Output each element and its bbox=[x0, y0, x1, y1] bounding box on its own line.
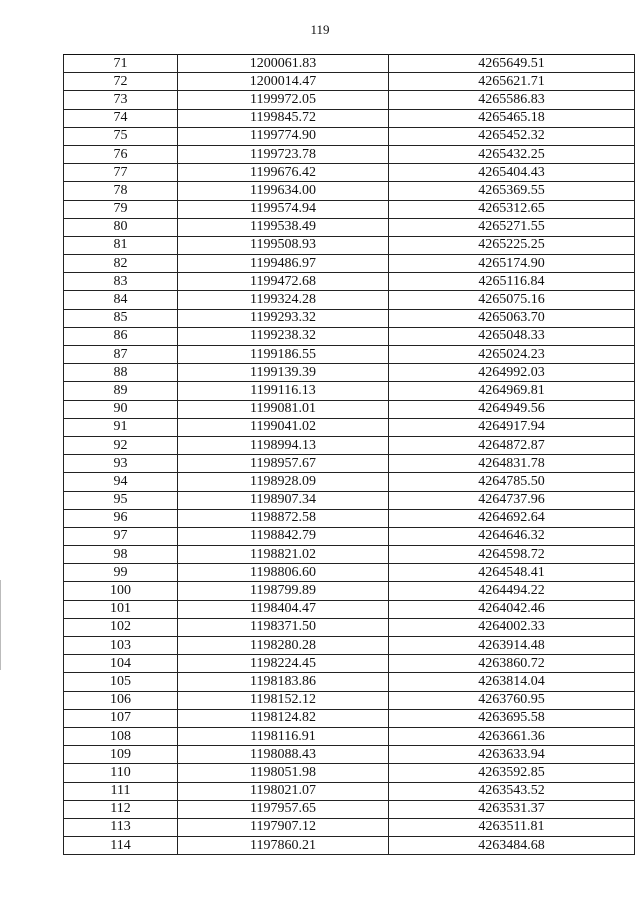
table-row bbox=[64, 637, 635, 655]
point-number-cell: 99 bbox=[64, 564, 178, 582]
point-number-cell: 102 bbox=[64, 618, 178, 636]
x-coordinate-cell: 1200014.47 bbox=[178, 73, 389, 91]
table-row bbox=[64, 800, 635, 818]
point-number-cell: 110 bbox=[64, 764, 178, 782]
point-number-cell: 113 bbox=[64, 818, 178, 836]
y-coordinate-cell: 4263633.94 bbox=[389, 746, 635, 764]
y-coordinate-cell: 4263860.72 bbox=[389, 655, 635, 673]
table-row bbox=[64, 746, 635, 764]
x-coordinate-cell: 1198280.28 bbox=[178, 637, 389, 655]
point-number-cell: 109 bbox=[64, 746, 178, 764]
x-coordinate-cell: 1199972.05 bbox=[178, 91, 389, 109]
y-coordinate-cell: 4263543.52 bbox=[389, 782, 635, 800]
y-coordinate-cell: 4265621.71 bbox=[389, 73, 635, 91]
y-coordinate-cell: 4263814.04 bbox=[389, 673, 635, 691]
y-coordinate-cell: 4264737.96 bbox=[389, 491, 635, 509]
y-coordinate-cell: 4265432.25 bbox=[389, 145, 635, 163]
x-coordinate-cell: 1199574.94 bbox=[178, 200, 389, 218]
x-coordinate-cell: 1199508.93 bbox=[178, 236, 389, 254]
x-coordinate-cell: 1199723.78 bbox=[178, 145, 389, 163]
x-coordinate-cell: 1199186.55 bbox=[178, 346, 389, 364]
point-number-cell: 114 bbox=[64, 837, 178, 855]
table-row bbox=[64, 109, 635, 127]
x-coordinate-cell: 1198152.12 bbox=[178, 691, 389, 709]
table-row bbox=[64, 164, 635, 182]
table-row bbox=[64, 491, 635, 509]
table-row bbox=[64, 382, 635, 400]
point-number-cell: 87 bbox=[64, 346, 178, 364]
y-coordinate-cell: 4264002.33 bbox=[389, 618, 635, 636]
point-number-cell: 101 bbox=[64, 600, 178, 618]
y-coordinate-cell: 4265116.84 bbox=[389, 273, 635, 291]
x-coordinate-cell: 1198021.07 bbox=[178, 782, 389, 800]
table-row bbox=[64, 527, 635, 545]
y-coordinate-cell: 4263760.95 bbox=[389, 691, 635, 709]
y-coordinate-cell: 4265404.43 bbox=[389, 164, 635, 182]
coordinates-table-body bbox=[64, 55, 635, 855]
table-row bbox=[64, 200, 635, 218]
y-coordinate-cell: 4263531.37 bbox=[389, 800, 635, 818]
point-number-cell: 94 bbox=[64, 473, 178, 491]
table-row bbox=[64, 564, 635, 582]
table-row bbox=[64, 346, 635, 364]
x-coordinate-cell: 1198994.13 bbox=[178, 436, 389, 454]
point-number-cell: 72 bbox=[64, 73, 178, 91]
y-coordinate-cell: 4265174.90 bbox=[389, 255, 635, 273]
table-row bbox=[64, 309, 635, 327]
point-number-cell: 83 bbox=[64, 273, 178, 291]
y-coordinate-cell: 4264917.94 bbox=[389, 418, 635, 436]
table-row bbox=[64, 127, 635, 145]
table-row bbox=[64, 764, 635, 782]
x-coordinate-cell: 1199081.01 bbox=[178, 400, 389, 418]
x-coordinate-cell: 1199324.28 bbox=[178, 291, 389, 309]
y-coordinate-cell: 4265024.23 bbox=[389, 346, 635, 364]
x-coordinate-cell: 1198799.89 bbox=[178, 582, 389, 600]
y-coordinate-cell: 4264831.78 bbox=[389, 455, 635, 473]
y-coordinate-cell: 4263484.68 bbox=[389, 837, 635, 855]
x-coordinate-cell: 1198821.02 bbox=[178, 546, 389, 564]
table-row bbox=[64, 673, 635, 691]
x-coordinate-cell: 1198907.34 bbox=[178, 491, 389, 509]
point-number-cell: 86 bbox=[64, 327, 178, 345]
table-row bbox=[64, 618, 635, 636]
point-number-cell: 76 bbox=[64, 145, 178, 163]
table-row bbox=[64, 255, 635, 273]
x-coordinate-cell: 1198957.67 bbox=[178, 455, 389, 473]
x-coordinate-cell: 1198183.86 bbox=[178, 673, 389, 691]
table-row bbox=[64, 291, 635, 309]
y-coordinate-cell: 4265465.18 bbox=[389, 109, 635, 127]
x-coordinate-cell: 1200061.83 bbox=[178, 55, 389, 73]
y-coordinate-cell: 4263914.48 bbox=[389, 637, 635, 655]
x-coordinate-cell: 1197860.21 bbox=[178, 837, 389, 855]
x-coordinate-cell: 1199774.90 bbox=[178, 127, 389, 145]
y-coordinate-cell: 4265586.83 bbox=[389, 91, 635, 109]
y-coordinate-cell: 4263661.36 bbox=[389, 727, 635, 745]
table-row bbox=[64, 818, 635, 836]
table-row bbox=[64, 655, 635, 673]
point-number-cell: 79 bbox=[64, 200, 178, 218]
point-number-cell: 95 bbox=[64, 491, 178, 509]
y-coordinate-cell: 4265452.32 bbox=[389, 127, 635, 145]
y-coordinate-cell: 4263511.81 bbox=[389, 818, 635, 836]
y-coordinate-cell: 4265312.65 bbox=[389, 200, 635, 218]
table-row bbox=[64, 73, 635, 91]
point-number-cell: 103 bbox=[64, 637, 178, 655]
table-row bbox=[64, 364, 635, 382]
table-row bbox=[64, 727, 635, 745]
coordinates-table bbox=[63, 54, 635, 855]
x-coordinate-cell: 1199676.42 bbox=[178, 164, 389, 182]
point-number-cell: 108 bbox=[64, 727, 178, 745]
table-row bbox=[64, 600, 635, 618]
table-row bbox=[64, 709, 635, 727]
x-coordinate-cell: 1198224.45 bbox=[178, 655, 389, 673]
point-number-cell: 106 bbox=[64, 691, 178, 709]
y-coordinate-cell: 4265369.55 bbox=[389, 182, 635, 200]
table-row bbox=[64, 236, 635, 254]
y-coordinate-cell: 4264969.81 bbox=[389, 382, 635, 400]
x-coordinate-cell: 1198116.91 bbox=[178, 727, 389, 745]
point-number-cell: 96 bbox=[64, 509, 178, 527]
y-coordinate-cell: 4264692.64 bbox=[389, 509, 635, 527]
x-coordinate-cell: 1199845.72 bbox=[178, 109, 389, 127]
x-coordinate-cell: 1199538.49 bbox=[178, 218, 389, 236]
page-number: 119 bbox=[310, 22, 330, 37]
point-number-cell: 80 bbox=[64, 218, 178, 236]
table-row bbox=[64, 546, 635, 564]
y-coordinate-cell: 4265048.33 bbox=[389, 327, 635, 345]
y-coordinate-cell: 4264785.50 bbox=[389, 473, 635, 491]
x-coordinate-cell: 1197957.65 bbox=[178, 800, 389, 818]
y-coordinate-cell: 4264494.22 bbox=[389, 582, 635, 600]
table-row bbox=[64, 273, 635, 291]
point-number-cell: 93 bbox=[64, 455, 178, 473]
table-row bbox=[64, 327, 635, 345]
x-coordinate-cell: 1198088.43 bbox=[178, 746, 389, 764]
x-coordinate-cell: 1199041.02 bbox=[178, 418, 389, 436]
table-row bbox=[64, 582, 635, 600]
point-number-cell: 82 bbox=[64, 255, 178, 273]
x-coordinate-cell: 1199486.97 bbox=[178, 255, 389, 273]
point-number-cell: 74 bbox=[64, 109, 178, 127]
y-coordinate-cell: 4264548.41 bbox=[389, 564, 635, 582]
point-number-cell: 107 bbox=[64, 709, 178, 727]
x-coordinate-cell: 1198928.09 bbox=[178, 473, 389, 491]
point-number-cell: 98 bbox=[64, 546, 178, 564]
table-row bbox=[64, 436, 635, 454]
point-number-cell: 92 bbox=[64, 436, 178, 454]
table-row bbox=[64, 455, 635, 473]
point-number-cell: 75 bbox=[64, 127, 178, 145]
y-coordinate-cell: 4264042.46 bbox=[389, 600, 635, 618]
y-coordinate-cell: 4265271.55 bbox=[389, 218, 635, 236]
y-coordinate-cell: 4264992.03 bbox=[389, 364, 635, 382]
x-coordinate-cell: 1199139.39 bbox=[178, 364, 389, 382]
x-coordinate-cell: 1199293.32 bbox=[178, 309, 389, 327]
point-number-cell: 73 bbox=[64, 91, 178, 109]
table-row bbox=[64, 400, 635, 418]
y-coordinate-cell: 4264598.72 bbox=[389, 546, 635, 564]
y-coordinate-cell: 4265225.25 bbox=[389, 236, 635, 254]
y-coordinate-cell: 4265075.16 bbox=[389, 291, 635, 309]
x-coordinate-cell: 1199472.68 bbox=[178, 273, 389, 291]
point-number-cell: 81 bbox=[64, 236, 178, 254]
table-row bbox=[64, 509, 635, 527]
table-row bbox=[64, 837, 635, 855]
table-row bbox=[64, 418, 635, 436]
point-number-cell: 78 bbox=[64, 182, 178, 200]
scan-edge-line bbox=[0, 580, 1, 670]
table-row bbox=[64, 473, 635, 491]
y-coordinate-cell: 4265063.70 bbox=[389, 309, 635, 327]
x-coordinate-cell: 1198124.82 bbox=[178, 709, 389, 727]
table-row bbox=[64, 691, 635, 709]
point-number-cell: 90 bbox=[64, 400, 178, 418]
point-number-cell: 89 bbox=[64, 382, 178, 400]
table-row bbox=[64, 218, 635, 236]
table-row bbox=[64, 55, 635, 73]
x-coordinate-cell: 1198806.60 bbox=[178, 564, 389, 582]
table-row bbox=[64, 145, 635, 163]
table-row bbox=[64, 782, 635, 800]
table-row bbox=[64, 91, 635, 109]
point-number-cell: 111 bbox=[64, 782, 178, 800]
x-coordinate-cell: 1198051.98 bbox=[178, 764, 389, 782]
x-coordinate-cell: 1199238.32 bbox=[178, 327, 389, 345]
x-coordinate-cell: 1199116.13 bbox=[178, 382, 389, 400]
y-coordinate-cell: 4265649.51 bbox=[389, 55, 635, 73]
point-number-cell: 88 bbox=[64, 364, 178, 382]
point-number-cell: 71 bbox=[64, 55, 178, 73]
point-number-cell: 84 bbox=[64, 291, 178, 309]
x-coordinate-cell: 1198371.50 bbox=[178, 618, 389, 636]
x-coordinate-cell: 1198872.58 bbox=[178, 509, 389, 527]
point-number-cell: 97 bbox=[64, 527, 178, 545]
point-number-cell: 105 bbox=[64, 673, 178, 691]
point-number-cell: 100 bbox=[64, 582, 178, 600]
y-coordinate-cell: 4264949.56 bbox=[389, 400, 635, 418]
x-coordinate-cell: 1199634.00 bbox=[178, 182, 389, 200]
point-number-cell: 112 bbox=[64, 800, 178, 818]
y-coordinate-cell: 4263592.85 bbox=[389, 764, 635, 782]
x-coordinate-cell: 1198404.47 bbox=[178, 600, 389, 618]
y-coordinate-cell: 4263695.58 bbox=[389, 709, 635, 727]
point-number-cell: 91 bbox=[64, 418, 178, 436]
x-coordinate-cell: 1197907.12 bbox=[178, 818, 389, 836]
x-coordinate-cell: 1198842.79 bbox=[178, 527, 389, 545]
y-coordinate-cell: 4264872.87 bbox=[389, 436, 635, 454]
point-number-cell: 85 bbox=[64, 309, 178, 327]
y-coordinate-cell: 4264646.32 bbox=[389, 527, 635, 545]
table-row bbox=[64, 182, 635, 200]
point-number-cell: 104 bbox=[64, 655, 178, 673]
point-number-cell: 77 bbox=[64, 164, 178, 182]
